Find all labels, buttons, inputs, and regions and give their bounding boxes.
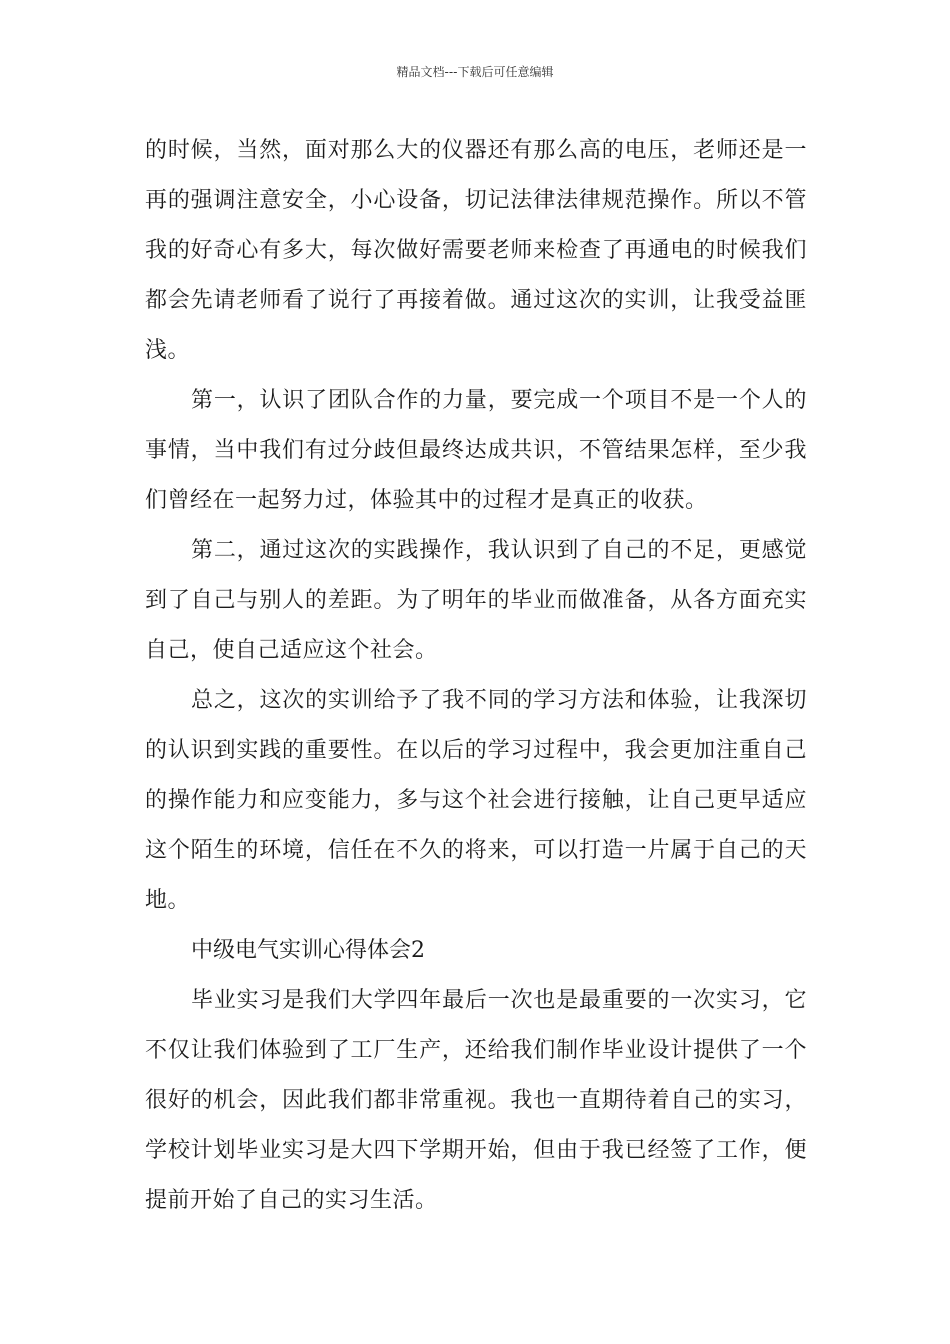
page-header: 精品文档---下载后可任意编辑	[396, 65, 554, 79]
document-body	[145, 126, 807, 1226]
paragraph-first-point: 第一，认识了团队合作的力量，要完成一个项目不是一个人的事情，当中我们有过分歧但最终达成共识，不管结果怎样，至少我们曾经在一起努力过，体验其中的过程才是真正的收获。	[145, 388, 807, 513]
paragraph-conclusion: 总之，这次的实训给予了我不同的学习方法和体验，让我深切的认识到实践的重要性。在以后的学习过程中，我会更加注重自己的操作能力和应变能力，多与这个社会进行接触，让自己更早适应这个陌生的环境，信任在不久的将来，可以打造一片属于自己的天地。	[145, 688, 807, 913]
paragraph-second-point: 第二，通过这次的实践操作，我认识到了自己的不足，更感觉到了自己与别人的差距。为了明年的毕业而做准备，从各方面充实自己，使自己适应这个社会。	[145, 538, 807, 663]
paragraph-internship: 毕业实习是我们大学四年最后一次也是最重要的一次实习，它不仅让我们体验到了工厂生产，还给我们制作毕业设计提供了一个很好的机会，因此我们都非常重视。我也一直期待着自己的实习，学校计划毕业实习是大四下学期开始，但由于我已经签了工作，便提前开始了自己的实习生活。	[145, 988, 807, 1213]
paragraph-continuation: 的时候，当然，面对那么大的仪器还有那么高的电压，老师还是一再的强调注意安全，小心设备，切记法律法律规范操作。所以不管我的好奇心有多大，每次做好需要老师来检查了再通电的时候我们都会先请老师看了说行了再接着做。通过这次的实训，让我受益匪浅。	[145, 138, 807, 363]
section-title: 中级电气实训心得体会2	[191, 938, 425, 963]
